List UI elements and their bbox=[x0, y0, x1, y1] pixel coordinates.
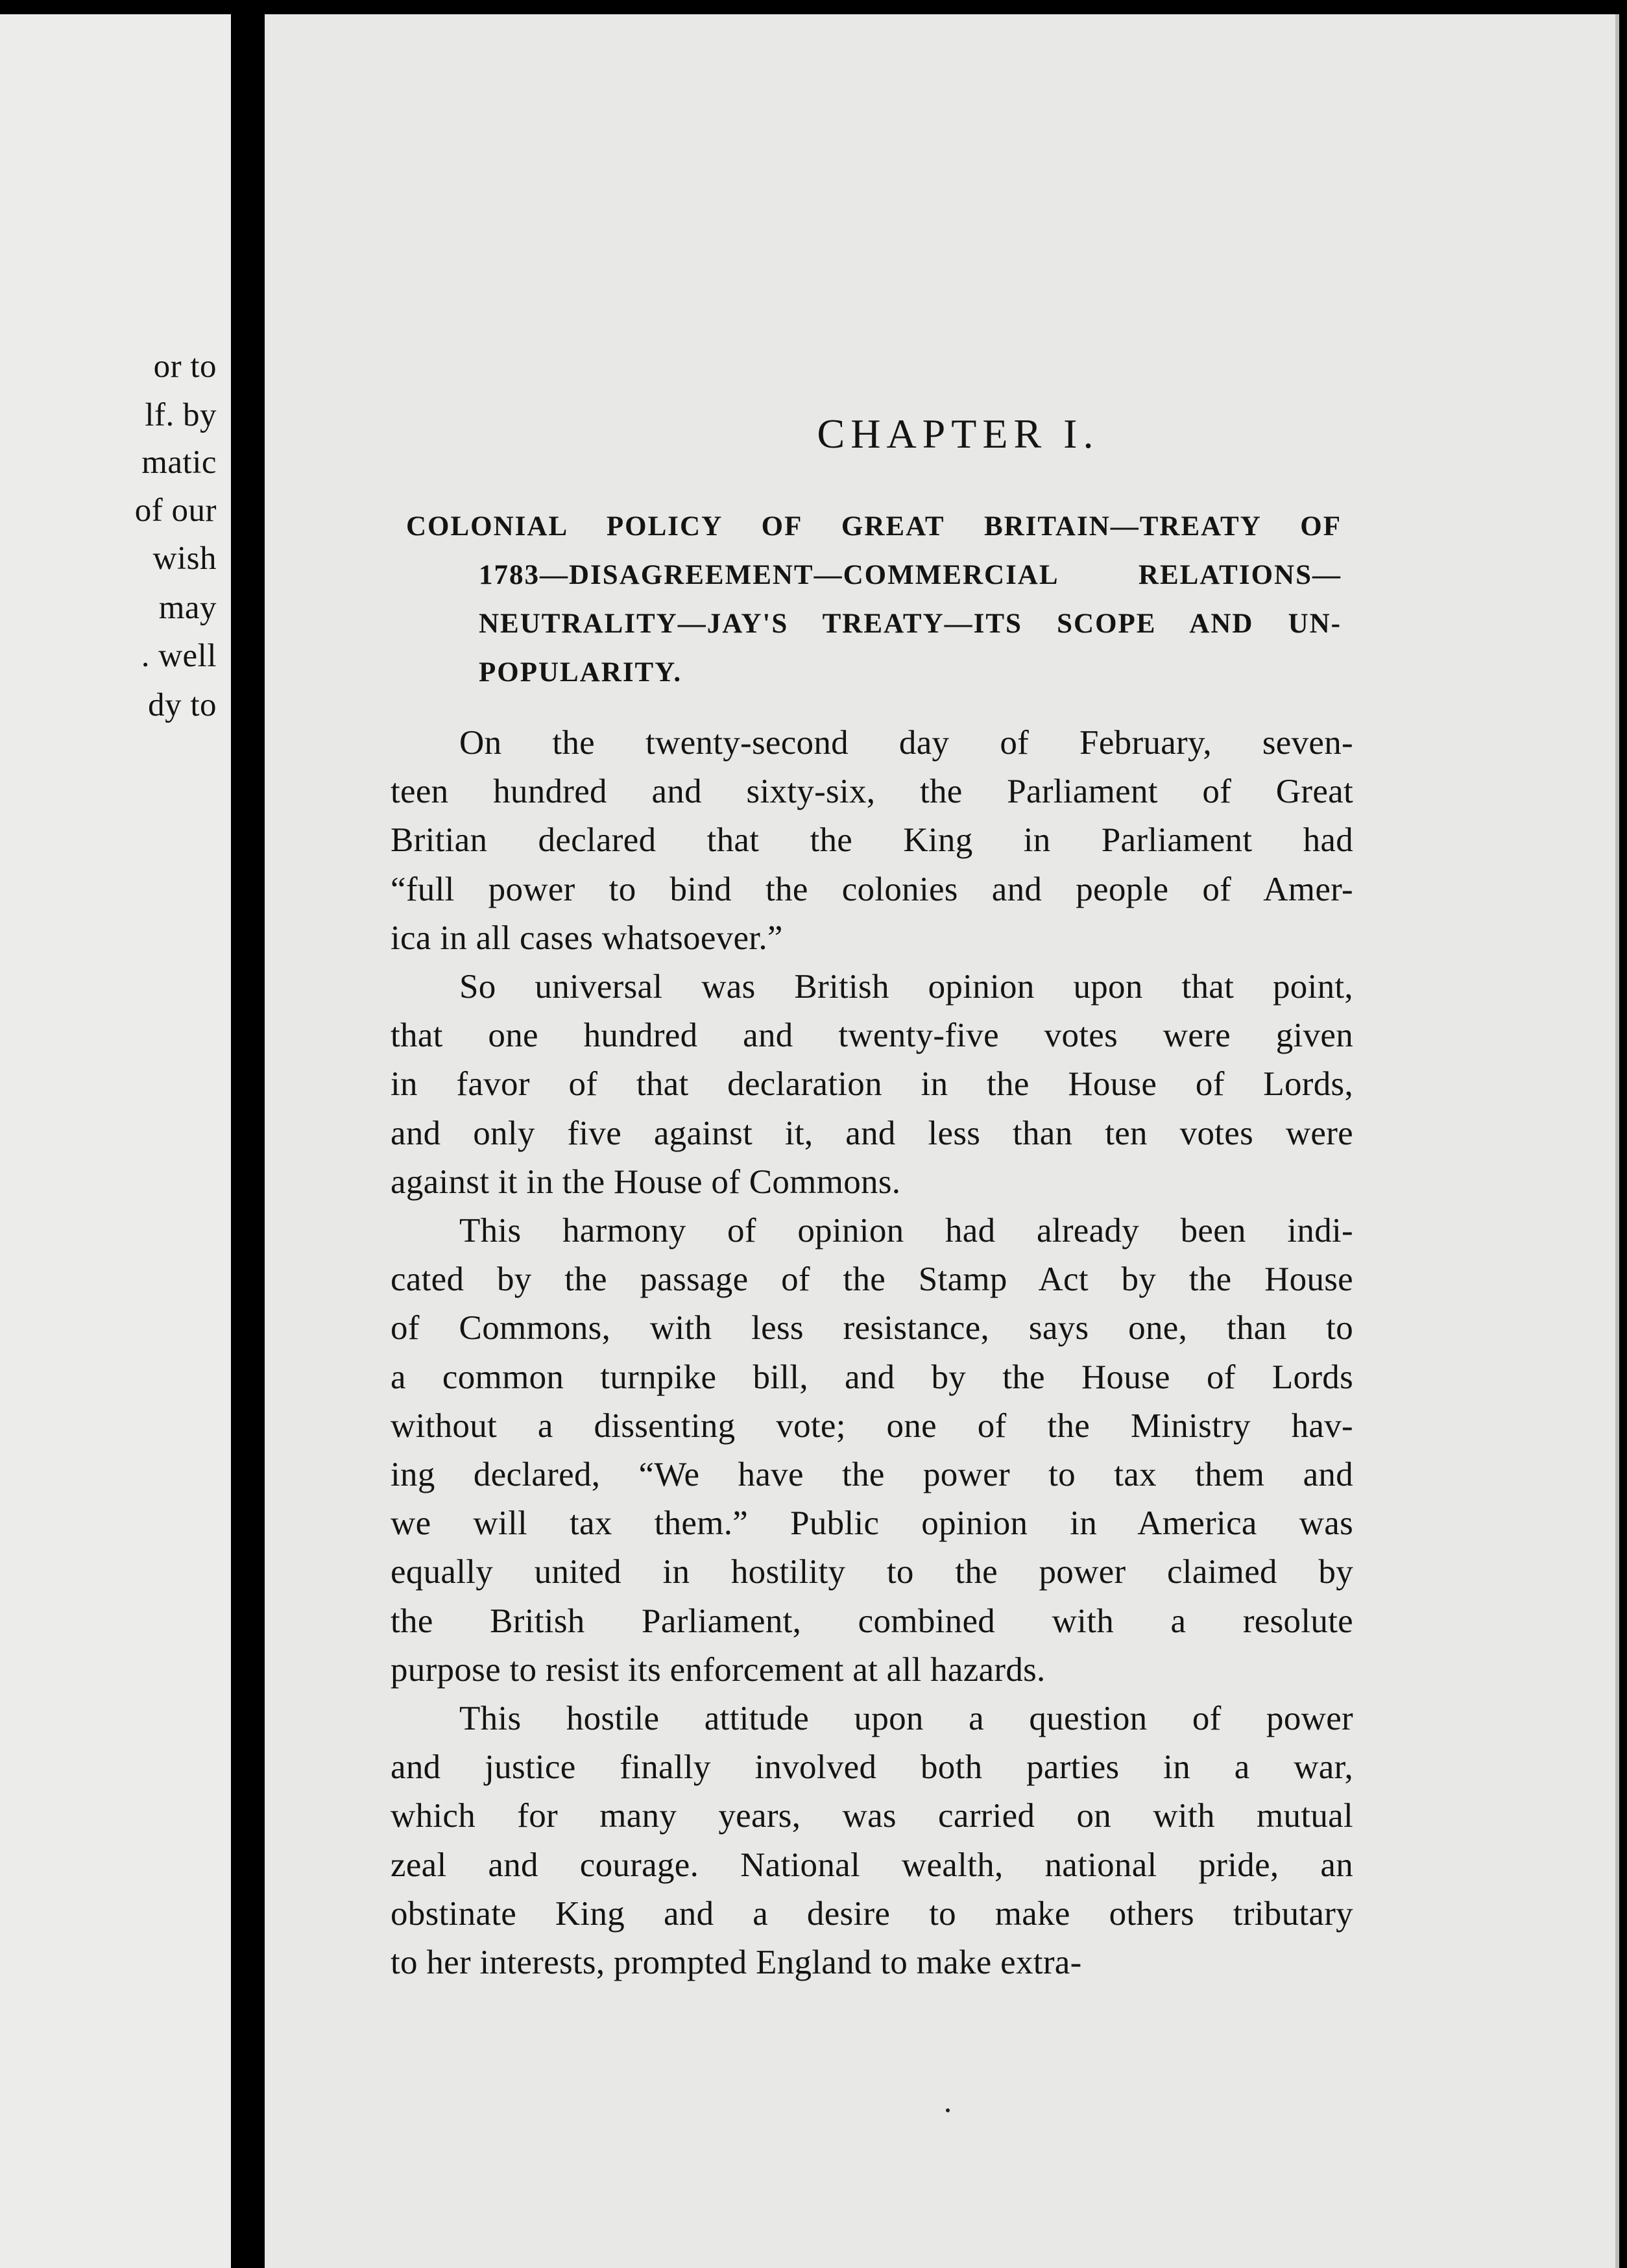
text-line: without a dissenting vote; one of the Ministry hav- bbox=[391, 1406, 1353, 1445]
left-page-text-fragment: lf. by bbox=[145, 397, 217, 433]
chapter-title: CHAPTER I. bbox=[817, 411, 1100, 457]
left-page-text-fragment: or to bbox=[153, 348, 217, 385]
text-line: teen hundred and sixty-six, the Parliament of Great bbox=[391, 773, 1353, 811]
synopsis-line: NEUTRALITY—JAY'S TREATY—ITS SCOPE AND UN- bbox=[479, 609, 1342, 639]
left-page-text-fragment: . well bbox=[141, 638, 217, 674]
text-line: “full power to bind the colonies and people of Amer- bbox=[391, 870, 1353, 908]
left-page-text-fragment: matic bbox=[141, 444, 217, 481]
text-line: of Commons, with less resistance, says one, than to bbox=[391, 1309, 1353, 1347]
text-line: ing declared, “We have the power to tax them and bbox=[391, 1456, 1353, 1494]
left-page-text-fragment: of our bbox=[134, 492, 217, 529]
text-line: which for many years, was carried on with mutual bbox=[391, 1797, 1353, 1835]
text-line: This hostile attitude upon a question of power bbox=[459, 1700, 1353, 1738]
paragraph bbox=[391, 963, 1353, 1207]
paragraph bbox=[391, 719, 1353, 963]
text-line: obstinate King and a desire to make others tributary bbox=[391, 1894, 1353, 1933]
text-line: against it in the House of Commons. bbox=[391, 1163, 901, 1201]
paragraph bbox=[391, 1207, 1353, 1695]
text-line: zeal and courage. National wealth, national pride, an bbox=[391, 1846, 1353, 1884]
text-line: the British Parliament, combined with a resolute bbox=[391, 1602, 1353, 1640]
left-page-text-fragment: dy to bbox=[148, 687, 217, 723]
text-line: that one hundred and twenty-five votes were given bbox=[391, 1017, 1353, 1055]
text-line: Britian declared that the King in Parliament had bbox=[391, 821, 1353, 860]
text-line: On the twenty-second day of February, seven- bbox=[459, 724, 1353, 762]
synopsis-line: 1783—DISAGREEMENT—COMMERCIAL RELATIONS— bbox=[479, 560, 1342, 590]
text-line: ica in all cases whatsoever.” bbox=[391, 919, 783, 957]
text-line: This harmony of opinion had already been indi- bbox=[459, 1212, 1353, 1250]
left-page-text-fragment: wish bbox=[152, 540, 217, 577]
text-line: and justice finally involved both parties in a war, bbox=[391, 1748, 1353, 1787]
page-mark bbox=[946, 2108, 950, 2112]
book-gutter bbox=[231, 0, 270, 2268]
paragraph bbox=[391, 1695, 1353, 1987]
text-line: cated by the passage of the Stamp Act by the House bbox=[391, 1261, 1353, 1299]
text-line: equally united in hostility to the power claimed by bbox=[391, 1553, 1353, 1591]
synopsis-line: POPULARITY. bbox=[479, 657, 682, 688]
text-line: purpose to resist its enforcement at all hazards. bbox=[391, 1650, 1046, 1689]
text-line: So universal was British opinion upon that point, bbox=[459, 968, 1353, 1006]
right-page bbox=[265, 14, 1619, 2268]
text-line: to her interests, prompted England to make extra- bbox=[391, 1944, 1082, 1982]
left-page-text-fragment: may bbox=[158, 590, 217, 626]
text-line: in favor of that declaration in the House of Lords, bbox=[391, 1065, 1353, 1104]
text-line: and only five against it, and less than ten votes were bbox=[391, 1114, 1353, 1152]
text-line: we will tax them.” Public opinion in America was bbox=[391, 1504, 1353, 1543]
synopsis-line: COLONIAL POLICY OF GREAT BRITAIN—TREATY OF bbox=[406, 511, 1342, 542]
left-page bbox=[0, 14, 231, 2268]
chapter-synopsis bbox=[406, 502, 1626, 697]
text-line: a common turnpike bill, and by the House of Lords bbox=[391, 1358, 1353, 1396]
body-text bbox=[391, 719, 1353, 1987]
